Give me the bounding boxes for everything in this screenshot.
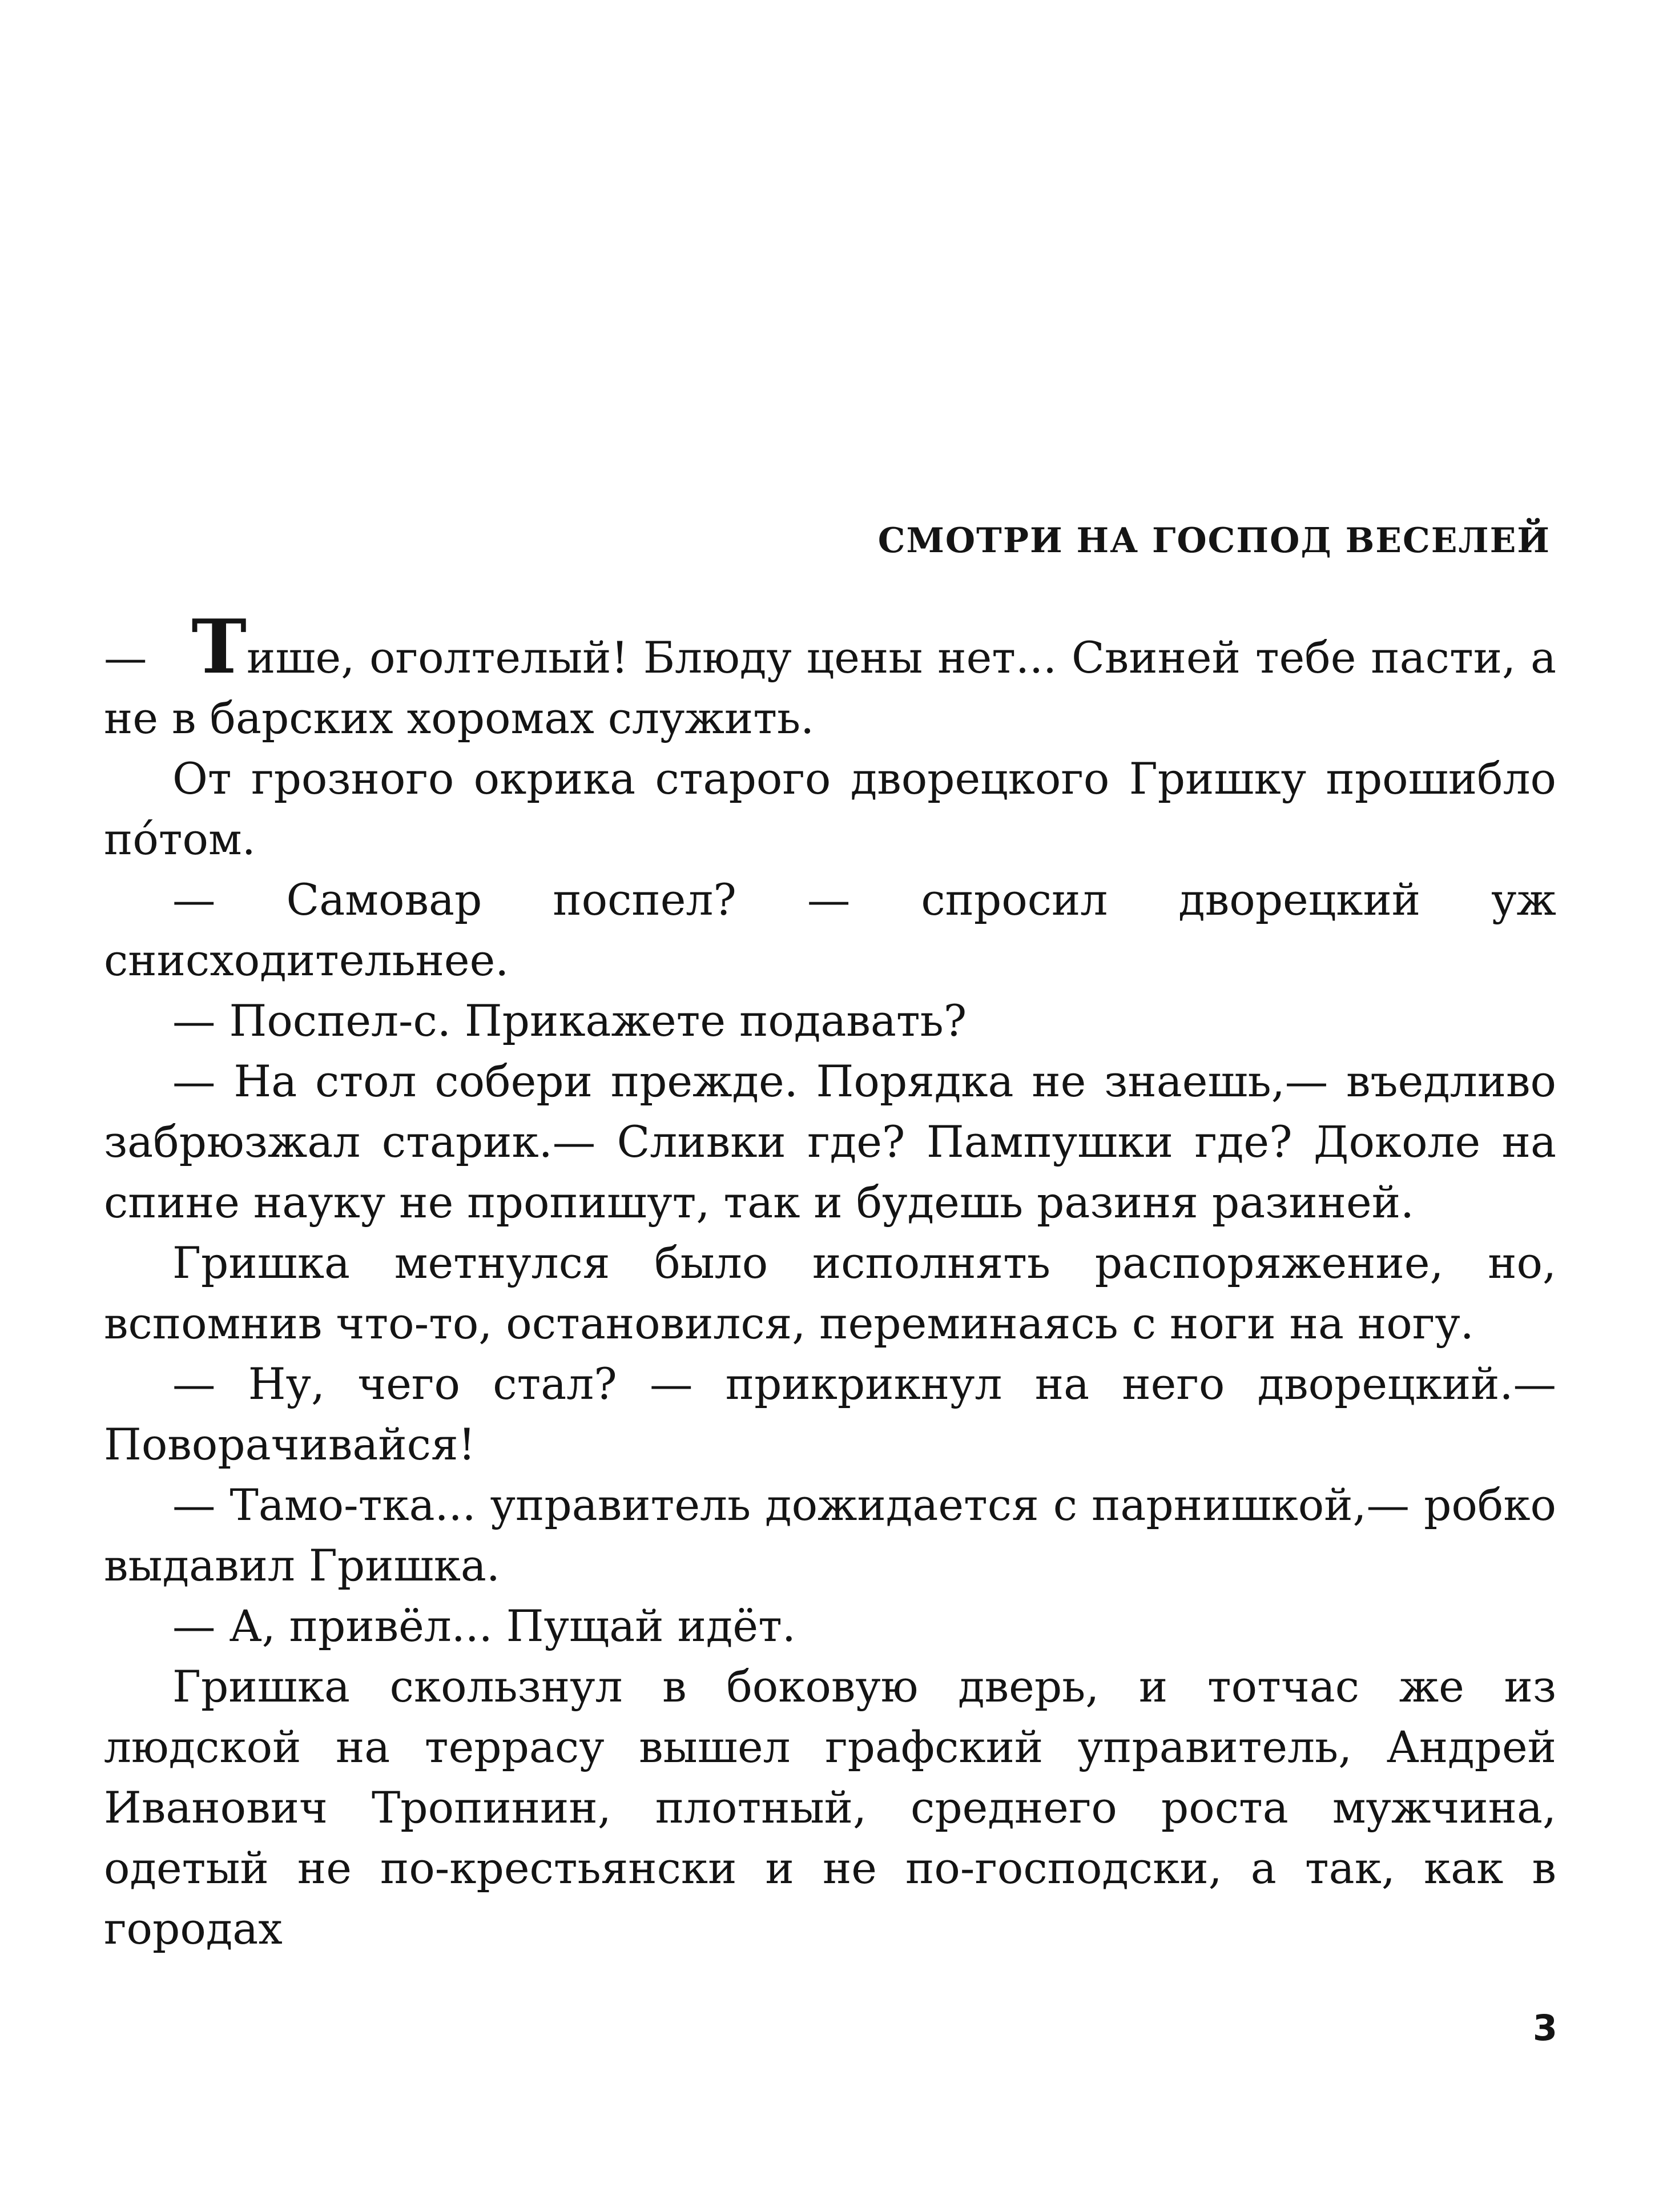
chapter-title: СМОТРИ НА ГОСПОД ВЕСЕЛЕЙ <box>877 521 1551 561</box>
paragraph: — На стол собери прежде. Порядка не знаешь,— въедливо забрюзжал старик.— Сливки где? Пампушки где? Доколе на спине науку не пропишут, так и будешь разиня разиней. <box>104 1056 1556 1228</box>
paragraph-text: ише, оголтелый! Блюду цены нет... Свиней тебе пасти, а не в барских хоромах служить. <box>104 633 1556 743</box>
paragraph: От грозного окрика старого дворецкого Гришку прошибло по́том. <box>104 754 1556 864</box>
body-text <box>104 603 1556 1959</box>
paragraph <box>104 603 1556 749</box>
paragraph: Гришка скользнул в боковую дверь, и тотчас же из людской на террасу вышел графский управитель, Андрей Иванович Тропинин, плотный, среднего роста мужчина, одетый не по-крестьянски и не по-господски, а так, как в городах <box>104 1662 1556 1954</box>
paragraph: — А, привёл... Пущай идёт. <box>172 1601 796 1651</box>
drop-cap: Т <box>191 603 247 690</box>
paragraph: Гришка метнулся было исполнять распоряжение, но, вспомнив что-то, остановился, переминаясь с ноги на ногу. <box>104 1238 1556 1349</box>
paragraph: — Ну, чего стал? — прикрикнул на него дворецкий.— Поворачивайся! <box>104 1359 1556 1470</box>
opening-dash: — <box>104 633 147 683</box>
paragraph: — Самовар поспел? — спросил дворецкий уж снисходительнее. <box>104 875 1556 986</box>
paragraph: — Поспел-с. Прикажете подавать? <box>172 996 967 1046</box>
page-number: 3 <box>1532 2007 1557 2049</box>
paragraph: — Тамо-тка... управитель дожидается с парнишкой,— робко выдавил Гришка. <box>104 1480 1556 1591</box>
